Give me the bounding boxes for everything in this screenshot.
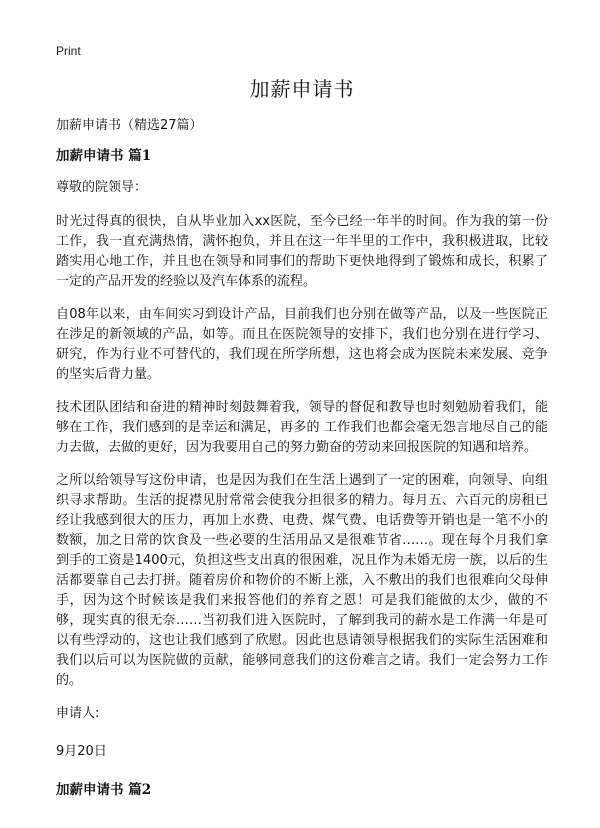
section-heading: 加薪申请书 篇1 [56, 148, 152, 164]
applicant-line: 申请人: [56, 706, 100, 721]
body-paragraph-4: 之所以给领导写这份申请，也是因为我们在生活上遇到了一定的困难，向领导、向组织寻求帮助。生活的捉襟见肘常常会使我分担很多的精力。每月五、六百元的房租已经让我感到很大的压力，再加上水费、电费、煤气费、电话费等开销也是一笔不小的数额，加之日常的饮食及一些必要的生活用品又是很难节省……。现在每个月我们拿到手的工资是1400元，负担这些支出真的很困难，况且作为未婚无房一族，以后的生活都要靠自己去打拼。随着房价和物价的不断上涨，入不敷出的我们也很难向父母伸手，因为这个时候该是我们来报答他们的养育之恩！可是我们能做的太少，做的不够，现实真的很无奈……当初我们进入医院时，了解到我司的薪水是工作满一年是可以有些浮动的，这也让我们感到了欣慰。因此也恳请领导根据我们的实际生活困难和我们以后可以为医院做的贡献，能够同意我们的这份难言之请。我们一定会努力工作的。 [56, 473, 548, 688]
section-2 [56, 780, 548, 800]
body-paragraph-3: 技术团队团结和奋进的精神时刻鼓舞着我，领导的督促和教导也时刻勉励着我们，能够在工作，我们感到的是幸运和满足，再多的 工作我们也都会毫无怨言地尽自己的能力去做，去做的更好，因为我要用自己的努力勤奋的劳动来回报医院的知遇和培养。 [56, 400, 548, 455]
date-line: 9月20日 [56, 744, 107, 759]
document-title: 加薪申请书 [249, 77, 355, 101]
body-paragraph-2: 自08年以来，由车间实习到设计产品，目前我们也分别在做等产品，以及一些医院正在涉足的新领域的产品，如等。而且在医院领导的安排下，我们也分别在进行学习、研究，作为行业不可替代的，我们现在所学所想，这也将会成为医院未来发展、竞争的坚实后背力量。 [56, 307, 548, 382]
section-1 [56, 146, 548, 762]
print-label[interactable]: Print [56, 44, 81, 58]
salutation: 尊敬的院领导： [56, 180, 148, 195]
document-subtitle: 加薪申请书（精选27篇） [56, 118, 203, 133]
body-paragraph-1: 时光过得真的很快，自从毕业加入xx医院，至今已经一年半的时间。作为我的第一份工作，我一直充满热情，满怀抱负，并且在这一年半里的工作中，我积极进取，比较踏实用心地工作，并且也在领导和同事们的帮助下更快地得到了锻炼和成长，积累了一定的产品开发的经验以及汽车体系的流程。 [56, 214, 548, 289]
section-heading: 加薪申请书 篇2 [56, 782, 152, 798]
